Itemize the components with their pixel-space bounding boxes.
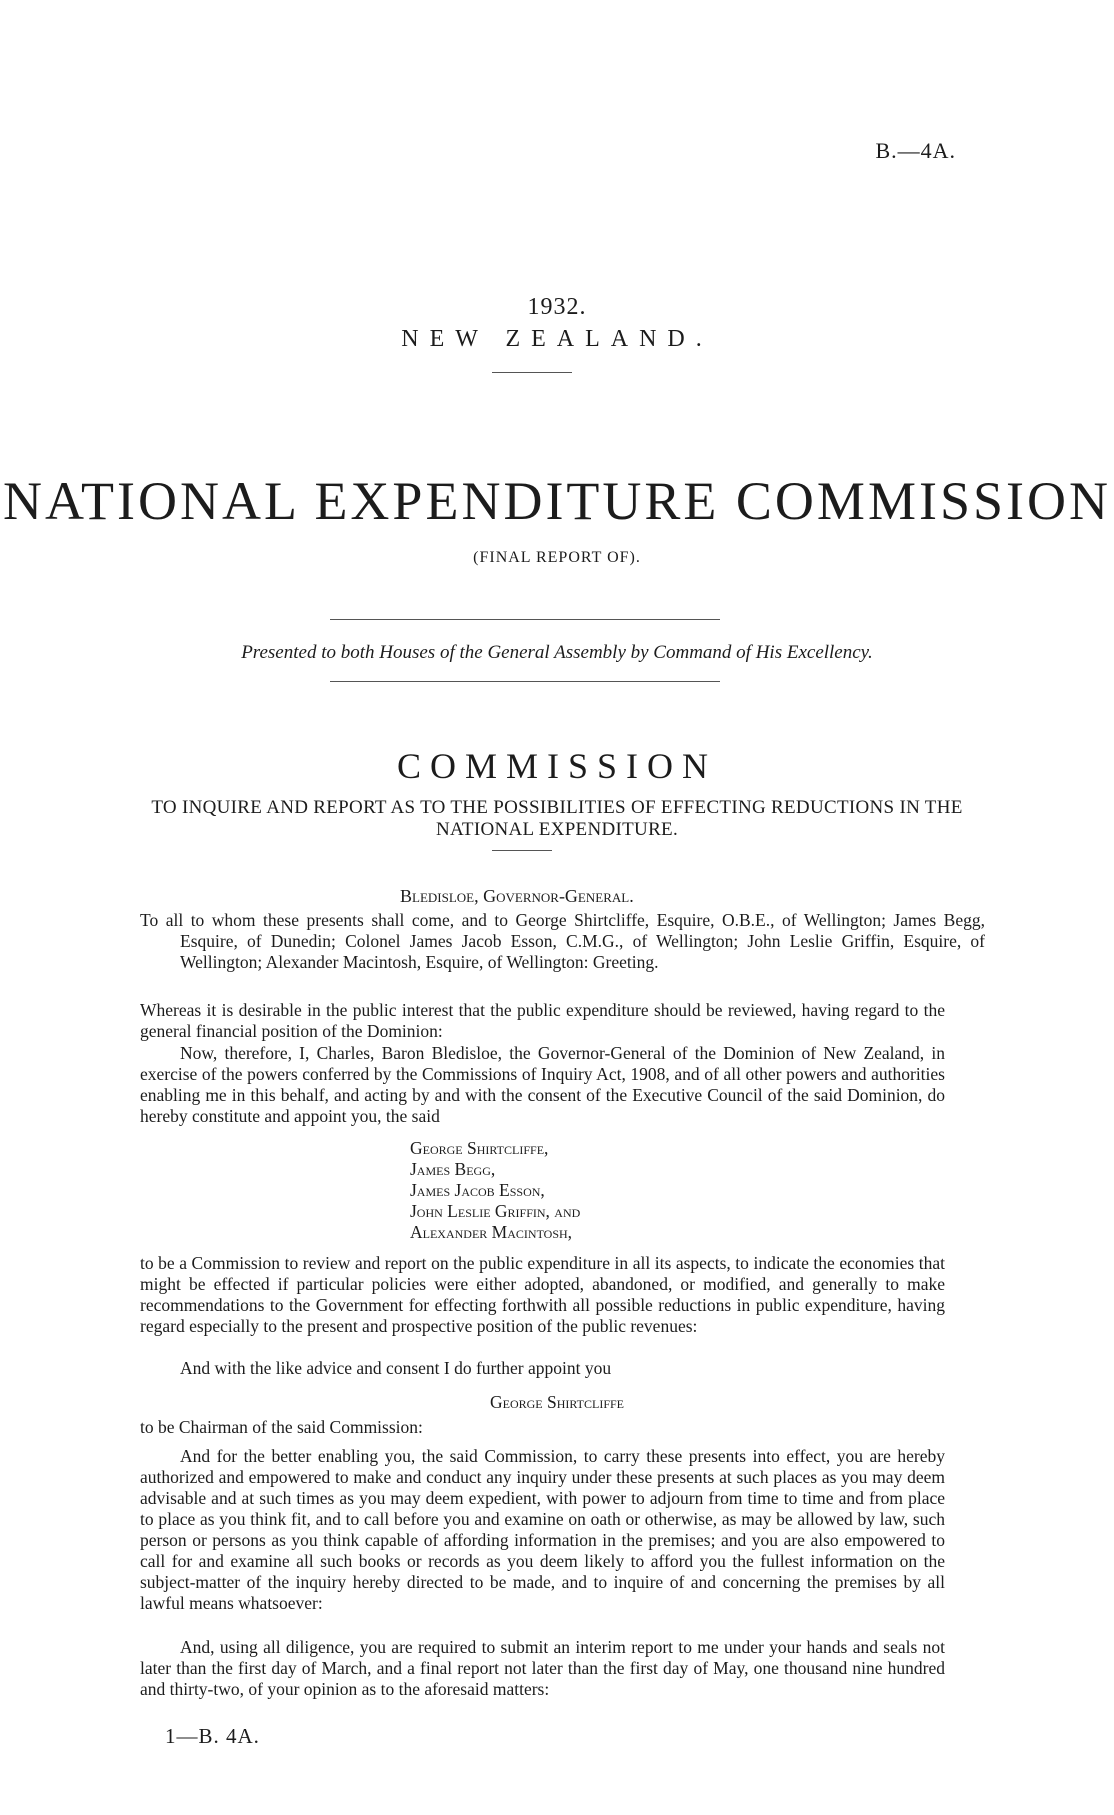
country: NEW ZEALAND. xyxy=(401,326,713,352)
document-reference: B.—4A. xyxy=(875,138,956,163)
commissioner-names xyxy=(410,1138,580,1243)
chairman-name: George Shirtcliffe xyxy=(489,1392,625,1412)
commissioner-name: John Leslie Griffin, and xyxy=(410,1201,581,1221)
divider xyxy=(330,681,720,682)
enabling-paragraph: And for the better enabling you, the said Commission, to carry these presents into effect, you are hereby authorized and empowered to make and conduct any inquiry under these presents at such places as you may deem advisable and at such times as you may deem expedient, with power to adjourn from time to time and from place to place as you think fit, and to call before you and examine on oath or otherwise, as may be allowed by law, such person or persons as you think capable of affording information in the premises; and you are also empowered to call for and examine all such books or records as you deem likely to afford you the fullest information on the subject-matter of the inquiry hereby directed to be made, and to inquire of and concerning the premises by all lawful means whatsoever: xyxy=(140,1446,945,1613)
divider xyxy=(330,619,720,620)
like-advice-paragraph: And with the like advice and consent I do further appoint you xyxy=(180,1358,612,1378)
whereas-paragraph: Whereas it is desirable in the public interest that the public expenditure should be reviewed, having regard to the general financial position of the Dominion: xyxy=(140,1000,945,1041)
main-title: NATIONAL EXPENDITURE COMMISSION xyxy=(3,471,1111,531)
year: 1932. xyxy=(527,294,587,320)
commissioner-name: George Shirtcliffe, xyxy=(410,1138,549,1158)
commission-heading: COMMISSION xyxy=(396,746,718,786)
address-paragraph: To all to whom these presents shall come, and to George Shirtcliffe, Esquire, O.B.E., of Wellington; James Begg, Esquire, of Dunedin; Colonel James Jacob Esson, C.M.G., of Wellington; John Leslie Griffin, Esquire, of Wellington; Alexander Macintosh, Esquire, of Wellington: Greeting. xyxy=(140,910,985,972)
commissioner-name: James Begg, xyxy=(410,1159,496,1179)
governor-signature: Bledisloe, Governor-General. xyxy=(400,886,634,906)
presented-line: Presented to both Houses of the General Assembly by Command of His Excellency. xyxy=(241,642,873,663)
divider xyxy=(492,372,572,373)
commissioner-name: James Jacob Esson, xyxy=(410,1180,545,1200)
footer-reference: 1—B. 4A. xyxy=(165,1724,260,1748)
mandate-paragraph: to be a Commission to review and report on the public expenditure in all its aspects, to indicate the economies that might be effected if particular policies were either adopted, abandoned, or modified, and generally to make recommendations to the Government for effecting forthwith all possible reductions in public expenditure, having regard especially to the present and prospective position of the public revenues: xyxy=(140,1253,945,1336)
commissioner-name: Alexander Macintosh, xyxy=(410,1222,573,1242)
commission-purpose: TO INQUIRE AND REPORT AS TO THE POSSIBILITIES OF EFFECTING REDUCTIONS IN THE NATIONAL EXPENDITURE. xyxy=(151,797,963,840)
diligence-paragraph: And, using all diligence, you are required to submit an interim report to me under your hands and seals not later than the first day of March, and a final report not later than the first day of May, one thousand nine hundred and thirty-two, of your opinion as to the aforesaid matters: xyxy=(140,1637,945,1699)
chairman-paragraph: to be Chairman of the said Commission: xyxy=(140,1417,423,1437)
subtitle: (FINAL REPORT OF). xyxy=(473,549,641,566)
now-therefore-paragraph: Now, therefore, I, Charles, Baron Bledisloe, the Governor-General of the Dominion of New Zealand, in exercise of the powers conferred by the Commissions of Inquiry Act, 1908, and of all other powers and authorities enabling me in this behalf, and acting by and with the consent of the Executive Council of the said Dominion, do hereby constitute and appoint you, the said xyxy=(140,1043,945,1126)
divider xyxy=(492,850,552,851)
